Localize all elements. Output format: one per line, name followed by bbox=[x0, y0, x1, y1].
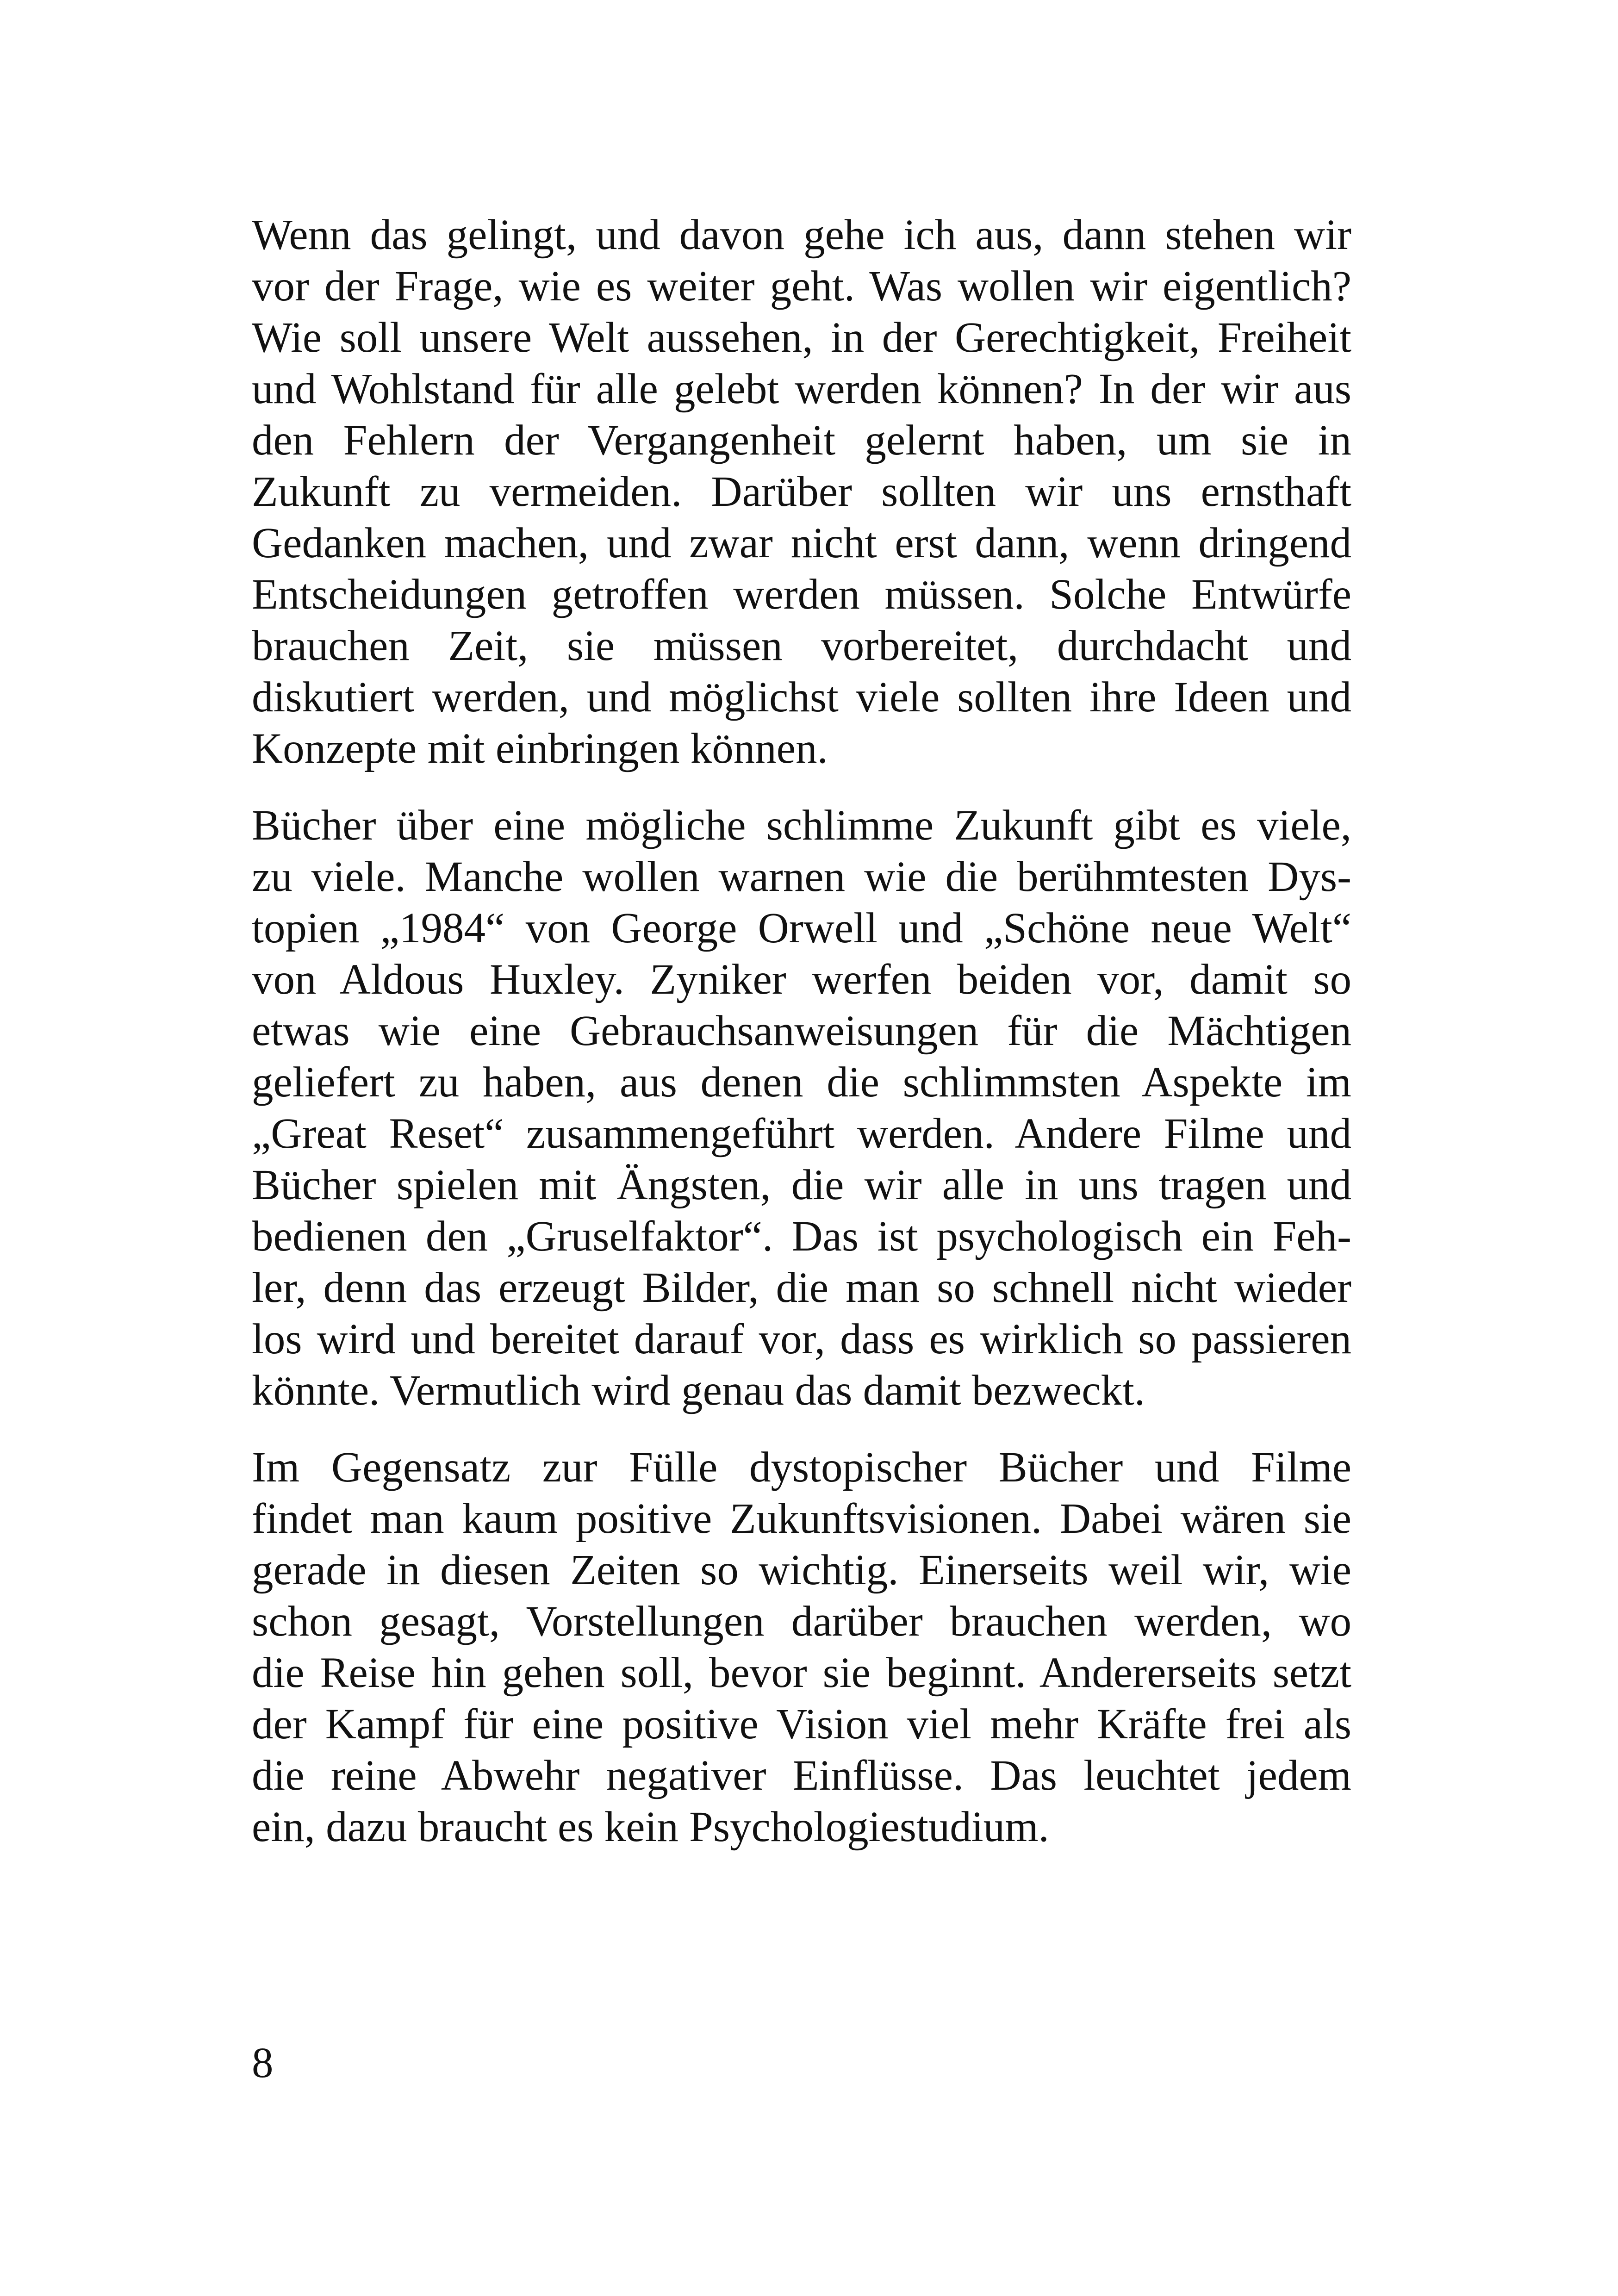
paragraph bbox=[252, 1442, 1351, 1853]
text-line: diskutiert werden, und möglichst viele sollten ihre Ideen und bbox=[252, 673, 1351, 721]
text-line: bedienen den „Gruselfaktor“. Das ist psychologisch ein Feh- bbox=[252, 1213, 1351, 1260]
text-line: den Fehlern der Vergangenheit gelernt haben, um sie in bbox=[252, 417, 1351, 464]
text-line: und Wohlstand für alle gelebt werden können? In der wir aus bbox=[252, 365, 1351, 413]
text-line: Gedanken machen, und zwar nicht erst dann, wenn dringend bbox=[252, 519, 1351, 567]
text-line: die reine Abwehr negativer Einflüsse. Das leuchtet jedem bbox=[252, 1752, 1351, 1799]
paragraph-gap bbox=[252, 1416, 1351, 1442]
text-line: Im Gegensatz zur Fülle dystopischer Bücher und Filme bbox=[252, 1444, 1351, 1491]
body-text bbox=[252, 209, 1351, 1853]
text-line: brauchen Zeit, sie müssen vorbereitet, durchdacht und bbox=[252, 622, 1351, 670]
text-line: zu viele. Manche wollen warnen wie die berühmtesten Dys- bbox=[252, 853, 1351, 901]
text-line: Wenn das gelingt, und davon gehe ich aus, dann stehen wir bbox=[252, 211, 1351, 259]
text-line: Konzepte mit einbringen können. bbox=[252, 725, 828, 772]
text-line: topien „1984“ von George Orwell und „Schöne neue Welt“ bbox=[252, 904, 1351, 952]
text-line: vor der Frage, wie es weiter geht. Was wollen wir eigentlich? bbox=[252, 262, 1351, 310]
text-line: ler, denn das erzeugt Bilder, die man so schnell nicht wieder bbox=[252, 1264, 1351, 1312]
text-line: könnte. Vermutlich wird genau das damit bezweckt. bbox=[252, 1367, 1145, 1414]
text-line: etwas wie eine Gebrauchsanweisungen für die Mächtigen bbox=[252, 1007, 1351, 1055]
text-line: Bücher spielen mit Ängsten, die wir alle in uns tragen und bbox=[252, 1161, 1351, 1209]
text-line: Bücher über eine mögliche schlimme Zukunft gibt es viele, bbox=[252, 802, 1351, 849]
text-line: von Aldous Huxley. Zyniker werfen beiden vor, damit so bbox=[252, 956, 1351, 1003]
text-line: gerade in diesen Zeiten so wichtig. Einerseits weil wir, wie bbox=[252, 1546, 1351, 1594]
text-line: Wie soll unsere Welt aussehen, in der Gerechtigkeit, Freiheit bbox=[252, 314, 1351, 361]
text-line: ein, dazu braucht es kein Psychologiestudium. bbox=[252, 1803, 1049, 1851]
text-line: die Reise hin gehen soll, bevor sie beginnt. Andererseits setzt bbox=[252, 1649, 1351, 1697]
text-line: geliefert zu haben, aus denen die schlimmsten Aspekte im bbox=[252, 1058, 1351, 1106]
text-line: findet man kaum positive Zukunftsvisionen. Dabei wären sie bbox=[252, 1495, 1351, 1543]
text-line: schon gesagt, Vorstellungen darüber brauchen werden, wo bbox=[252, 1598, 1351, 1645]
page-number: 8 bbox=[252, 2039, 274, 2087]
text-line: Zukunft zu vermeiden. Darüber sollten wir uns ernsthaft bbox=[252, 468, 1351, 516]
text-line: los wird und bereitet darauf vor, dass es wirklich so passieren bbox=[252, 1315, 1351, 1363]
text-line: der Kampf für eine positive Vision viel mehr Kräfte frei als bbox=[252, 1700, 1351, 1748]
paragraph-gap bbox=[252, 774, 1351, 800]
text-line: „Great Reset“ zusammengeführt werden. Andere Filme und bbox=[252, 1110, 1351, 1157]
text-line: Entscheidungen getroffen werden müssen. Solche Entwürfe bbox=[252, 571, 1351, 618]
paragraph bbox=[252, 800, 1351, 1416]
paragraph bbox=[252, 209, 1351, 774]
